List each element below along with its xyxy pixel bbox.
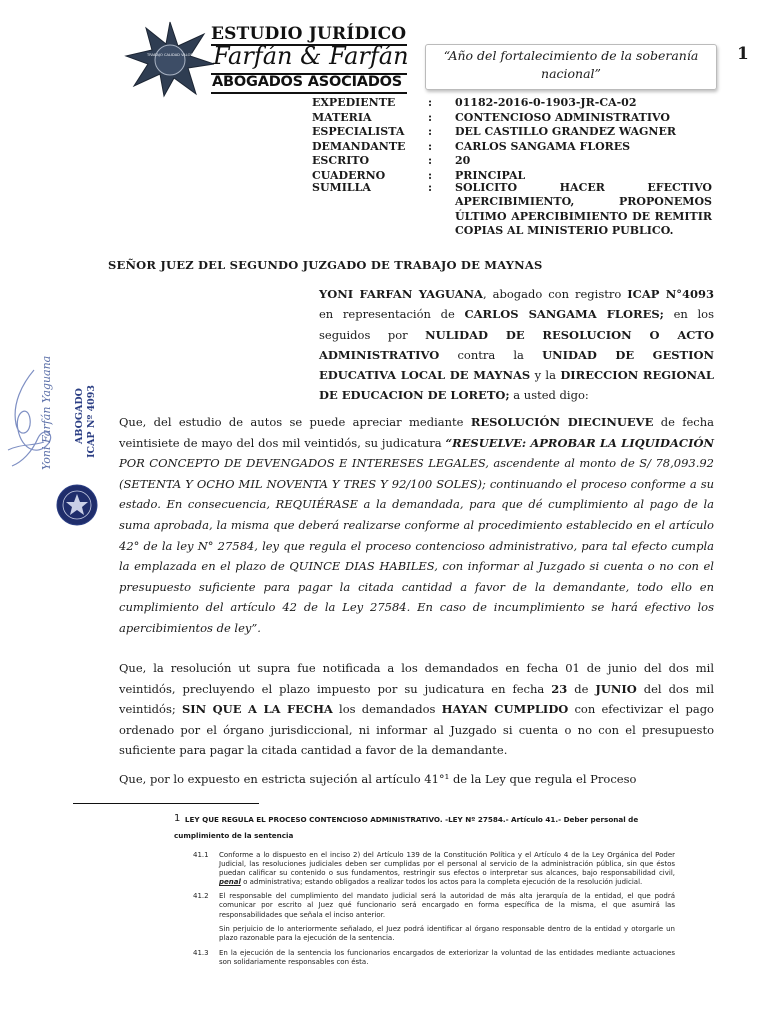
firm-subtitle-underline (211, 92, 407, 94)
intro-text: a usted digo: (509, 388, 589, 403)
paragraph-text: de fecha veintisiete de mayo del dos mil veintidós, su judicatura (119, 415, 715, 450)
defendant-1: UNIDAD DE GESTION EDUCATIVA LOCAL DE MAYNAS (319, 347, 714, 383)
firm-subtitle: ABOGADOS ASOCIADOS (212, 74, 403, 90)
intro-text: en representación de (319, 307, 465, 322)
case-info-value: 20 (455, 154, 471, 167)
intro-paragraph (319, 284, 714, 406)
lawyer-registry: ICAP N°4093 (627, 287, 714, 301)
motto-box: “Año del fortalecimiento de la soberanía nacional” (425, 44, 717, 90)
intro-text: contra la (439, 347, 543, 362)
paragraph-text: los demandados (332, 702, 442, 717)
page-number: 1 (737, 44, 749, 64)
signature-role: ABOGADO (74, 388, 85, 444)
addressee: SEÑOR JUEZ DEL SEGUNDO JUZGADO DE TRABAJO DE MAYNAS (108, 258, 543, 272)
intro-text: , abogado con registro (482, 287, 628, 301)
case-info-value: DEL CASTILLO GRANDEZ WAGNER (455, 125, 676, 138)
footnote-item-number: 41.3 (193, 948, 209, 957)
case-info-value: 01182-2016-0-1903-JR-CA-02 (455, 96, 637, 109)
footnote-item-text: Conforme a lo dispuesto en el inciso 2) del Artículo 139 de la Constitución Política y el Artículo 4 de la Ley Orgánica del Poder Judicial, las resoluciones judiciales deben ser cumplidas por el personal al servicio de la administración pública, sin que éstos puedan calificar su contenido o sus fundamentos, restringir sus efectos o interpretar sus alcances, bajo responsabilidad civil, (219, 851, 675, 878)
body-paragraph-2 (119, 658, 714, 761)
case-info-value: SOLICITO HACER EFECTIVO APERCIBIMIENTO, PROPONEMOS ÚLTIMO APERCIBIMIENTO DE REMITIR COPIAS AL MINISTERIO PUBLICO. (455, 180, 712, 237)
body-paragraph-1 (119, 412, 714, 639)
case-info-key: SUMILLA (312, 180, 371, 194)
paragraph-text: de (567, 681, 596, 696)
case-info-colon: : (428, 125, 433, 138)
case-info-value: CONTENCIOSO ADMINISTRATIVO (455, 110, 670, 124)
case-matter: NULIDAD DE RESOLUCION O ACTO ADMINISTRATIVO (319, 327, 714, 362)
paragraph-text: con efectivizar el pago ordenado por el órgano jurisdiccional, ni informar al Juzgado si cuenta o no con el presupuesto suficiente para pagar la citada cantidad a favor de la demandante. (119, 702, 714, 758)
case-info-value: PRINCIPAL (455, 168, 526, 182)
paragraph-text: del dos mil veintidós; (119, 681, 714, 717)
seal-stamp-icon (56, 484, 98, 526)
case-info-colon: : (428, 110, 433, 124)
case-info-colon: : (428, 139, 433, 153)
case-info-value: CARLOS SANGAMA FLORES (455, 139, 631, 153)
quote-heading: “RESUELVE: APROBAR LA LIQUIDACIÓN (445, 435, 714, 450)
footnote-item-text: En la ejecución de la sentencia los funcionarios encargados de exteriorizar la voluntad de las entidades mediante actuaciones son solidariamente responsables con ésta. (219, 948, 675, 966)
case-info-colon: : (428, 154, 433, 167)
footnote-items (193, 851, 675, 972)
case-info-key: CUADERNO (312, 168, 386, 182)
footnote-item (193, 949, 675, 967)
case-info-key: EXPEDIENTE (312, 96, 396, 109)
body-paragraph-3: Que, por lo expuesto en estricta sujeción al artículo 41°¹ de la Ley que regula el Proceso (119, 772, 637, 786)
footnote-item (193, 892, 675, 919)
logo-text: TRABAJO CALIDAD VALOR (147, 53, 193, 57)
firm-name: ESTUDIO JURÍDICO (211, 24, 407, 44)
intro-text: y la (530, 368, 561, 383)
footnote-item (193, 851, 675, 887)
case-info-key: DEMANDANTE (312, 139, 406, 153)
lawyer-name: YONI FARFAN YAGUANA (319, 287, 483, 301)
paragraph-text: Que, del estudio de autos se puede apreciar mediante (119, 415, 471, 429)
defendant-2: DIRECCION REGIONAL DE EDUCACION DE LORETO; (319, 368, 714, 403)
quote-text: POR CONCEPTO DE DEVENGADOS E INTERESES LEGALES, ascendente al monto de S/ 78,093.92 (SETENTA Y OCHO MIL NOVENTA Y TRES Y 92/100 SOLES); continuando el proceso conforme a su estado. En consecuencia, REQUIÉRASE a la demandada, para que dé cumplimiento al pago de la suma aprobada, la misma que deberá realizarse conforme al procedimiento establecido en el artículo 42° de la ley N° 27584, ley que regula el proceso contencioso administrativo, para tal efecto cumpla la emplazada en el plazo de QUINCE DIAS HABILES, con informar al Juzgado si cuenta o no con el presupuesto suficiente para pagar la citada cantidad a favor de la demandante, todo ello en cumplimiento del artículo 42 de la Ley 27584. En caso de incumplimiento se hará efectivo los apercibimientos de ley”. (119, 456, 714, 635)
star-seal-icon (124, 20, 216, 98)
signature-name: Yoni Farfán Yaguana (40, 355, 53, 470)
signature-scribble-icon (4, 364, 64, 474)
case-info-key: ESPECIALISTA (312, 125, 405, 138)
footnote-item-text: El responsable del cumplimiento del mandato judicial será la autoridad de más alta jerarquía de la entidad, el que podrá comunicar por escrito al Juez qué funcionario será encargado en forma específica de la misma, el que asumirá las responsabilidades que señala el inciso anterior. (219, 892, 675, 919)
footnote-marker: 1 (174, 813, 181, 824)
firm-partners: Farfán & Farfán (213, 42, 409, 70)
signature-registry: ICAP Nº 4093 (86, 384, 97, 458)
case-info-key: ESCRITO (312, 154, 370, 167)
footnote-title (174, 811, 674, 844)
footnote-extra: Sin perjuicio de lo anteriormente señalado, el Juez podrá identificar al órgano responsable dentro de la entidad y otorgarle un plazo razonable para la ejecución de la sentencia. (219, 924, 675, 942)
footnote-underlined: penal (219, 878, 241, 887)
footnote-title-text: LEY QUE REGULA EL PROCESO CONTENCIOSO ADMINISTRATIVO. -LEY Nº 27584.- Artículo 41.- Deber personal de cumplimiento de la sentencia (174, 815, 639, 840)
case-info-colon: : (428, 168, 433, 182)
emphasis-text: SIN QUE A LA FECHA (181, 702, 333, 717)
footnote-item-text: o administrativa; estando obligados a realizar todos los actos para la completa ejecución de la resolución judicial. (240, 878, 643, 887)
deadline-day: 23 (551, 681, 568, 696)
emphasis-text: HAYAN CUMPLIDO (441, 702, 569, 717)
intro-text: en los seguidos por (319, 307, 714, 342)
case-info-colon: : (428, 180, 433, 194)
deadline-month: JUNIO (595, 681, 637, 696)
case-info-key: MATERIA (312, 110, 372, 124)
footnote-rule (73, 803, 259, 804)
case-info-colon: : (428, 96, 433, 109)
footnote-item-number: 41.2 (193, 892, 209, 901)
paragraph-text: Que, la resolución ut supra fue notificada a los demandados en fecha 01 de junio del dos mil veintidós, precluyendo el plazo impuesto por su judicatura en fecha (119, 661, 714, 696)
resolution-name: RESOLUCIÓN DIECINUEVE (470, 415, 654, 429)
footnote-item-number: 41.1 (193, 851, 209, 859)
client-name: CARLOS SANGAMA FLORES; (464, 307, 664, 322)
